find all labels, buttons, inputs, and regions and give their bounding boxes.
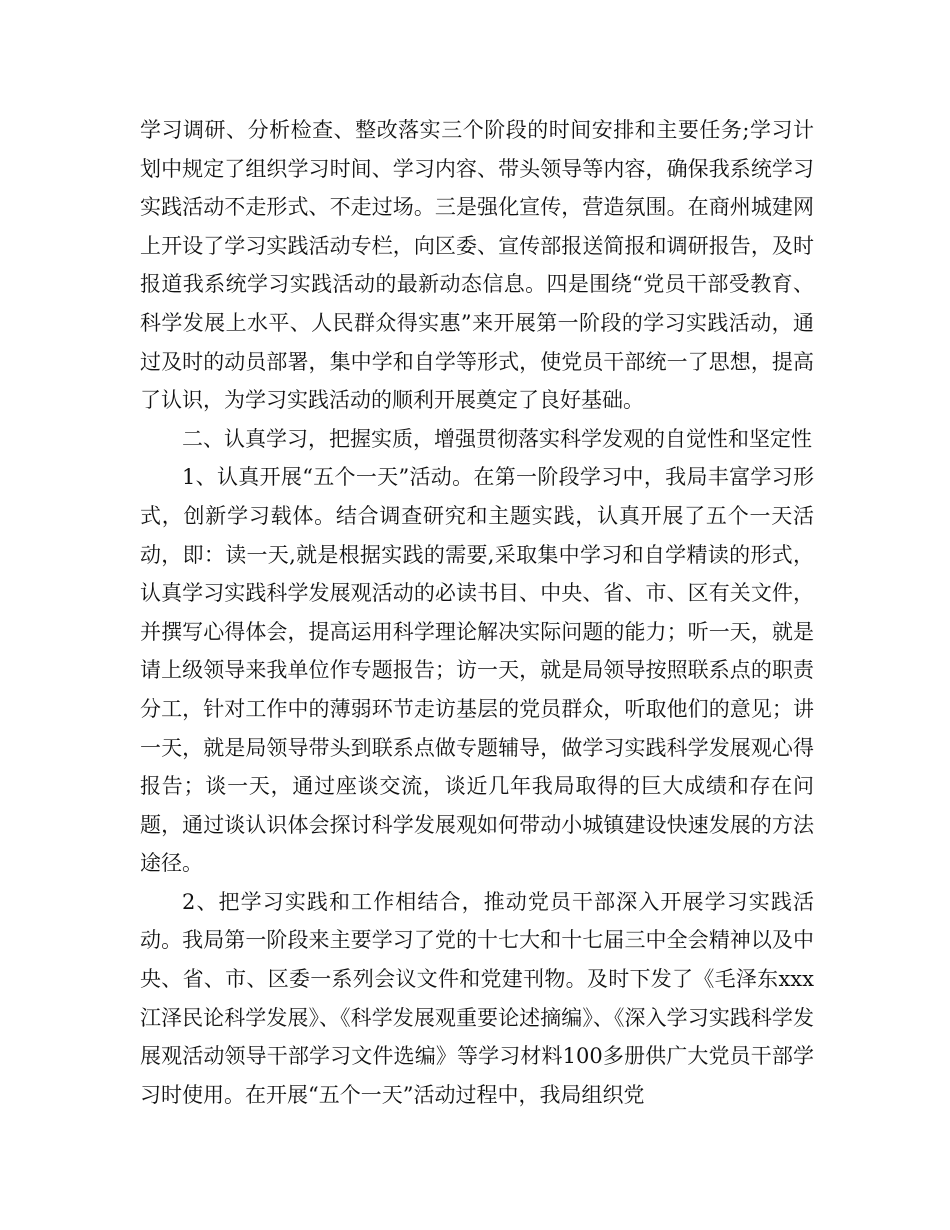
paragraph-item-2: 2、把学习实践和工作相结合，推动党员干部深入开展学习实践活动。我局第一阶段来主要学习了党的十七大和十七届三中全会精神以及中央、省、市、区委一系列会议文件和党建刊物。及时下发了《毛泽东xxx江泽民论科学发展》、《科学发展观重要论述摘编》、《深入学习实践科学发展观活动领导干部学习文件选编》等学习材料100多册供广大党员干部学习时使用。在开展“五个一天”活动过程中，我局组织党: [140, 889, 814, 1107]
paragraph-item-1: 1、认真开展“五个一天”活动。在第一阶段学习中，我局丰富学习形式，创新学习载体。结合调查研究和主题实践，认真开展了五个一天活动，即：读一天,就是根据实践的需要,采取集中学习和自学精读的形式，认真学习实践科学发展观活动的必读书目、中央、省、市、区有关文件，并撰写心得体会，提高运用科学理论解决实际问题的能力；听一天，就是请上级领导来我单位作专题报告；访一天，就是局领导按照联系点的职责分工，针对工作中的薄弱环节走访基层的党员群众，听取他们的意见；讲一天，就是局领导带头到联系点做专题辅导，做学习实践科学发展观心得报告；谈一天，通过座谈交流，谈近几年我局取得的巨大成绩和存在问题，通过谈认识体会探讨科学发展观如何带动小城镇建设快速发展的方法途径。: [140, 465, 814, 876]
section-heading: 二、认真学习，把握实质，增强贯彻落实科学发观的自觉性和坚定性: [182, 426, 812, 451]
document-body: [140, 111, 814, 1114]
paragraph-continuation: 学习调研、分析检查、整改落实三个阶段的时间安排和主要任务;学习计划中规定了组织学习时间、学习内容、带头领导等内容，确保我系统学习实践活动不走形式、不走过场。三是强化宣传，营造氛围。在商州城建网上开设了学习实践活动专栏，向区委、宣传部报送简报和调研报告，及时报道我系统学习实践活动的最新动态信息。四是围绕“党员干部受教育、科学发展上水平、人民群众得实惠”来开展第一阶段的学习实践活动，通过及时的动员部署，集中学和自学等形式，使党员干部统一了思想，提高了认识，为学习实践活动的顺利开展奠定了良好基础。: [140, 118, 814, 413]
